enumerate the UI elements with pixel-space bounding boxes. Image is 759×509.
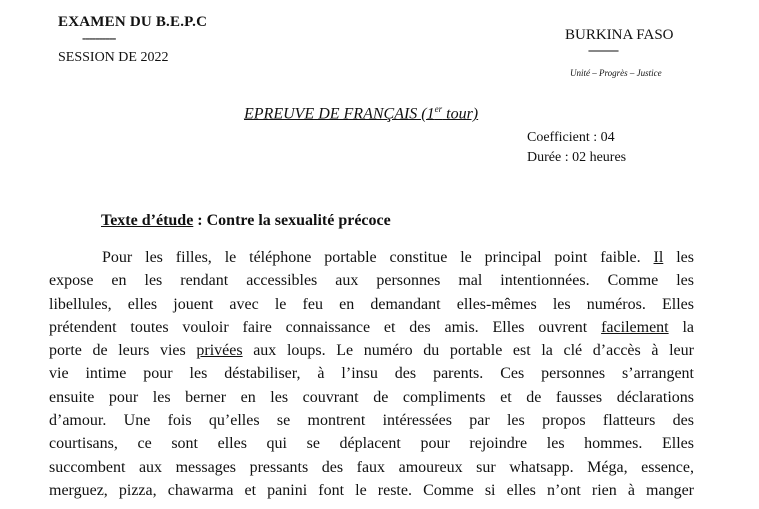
text-fragment: la (668, 318, 695, 336)
text-fragment: porte de leurs vies (49, 342, 197, 360)
text-fragment: aux loups. Le numéro du portable est la clé d’accès à leur (242, 342, 694, 360)
text-fragment: prétendent toutes vouloir faire connaissance et des amis. Elles ouvrent (49, 318, 602, 336)
national-motto: Unité – Progrès – Justice (570, 68, 662, 78)
text-line (49, 246, 694, 269)
exam-name: EXAMEN DU B.E.P.C (58, 14, 208, 30)
exam-title-superscript: er (434, 104, 443, 114)
text-heading (101, 212, 391, 230)
country-name: BURKINA FASO (565, 27, 674, 43)
underlined-word: facilement (601, 318, 669, 336)
text-line: d’amour. Une fois qu’elles se montrent intéressées par les propos flatteurs des (49, 412, 694, 430)
underlined-word: Il (653, 249, 664, 266)
text-line: courtisans, ce sont elles qui se déplacent pour rejoindre les hommes. Elles (49, 435, 694, 453)
text-line (49, 339, 694, 362)
text-line: ensuite pour les berner en les couvrant de compliments et de fausses déclarations (49, 388, 694, 406)
exam-title (244, 104, 478, 123)
study-text (49, 246, 694, 502)
header-right-separator: ---------- (588, 43, 618, 57)
underlined-word: privées (196, 342, 243, 360)
exam-title-main: EPREUVE DE FRANÇAIS (1 (244, 105, 435, 123)
header-left-separator: ---------- (82, 30, 116, 45)
exam-title-end: tour) (442, 105, 479, 123)
text-line: succombent aux messages pressants des faux amoureux sur whatsapp. Méga, essence, (49, 458, 694, 476)
text-heading-label: Texte d’étude (101, 212, 194, 229)
session-label: SESSION DE 2022 (58, 50, 169, 65)
text-line: vie intime pour les déstabiliser, à l’insu des parents. Ces personnes s’arrangent (49, 365, 694, 383)
text-fragment: les (663, 249, 694, 266)
text-line: merguez, pizza, chawarma et panini font le reste. Comme si elles n’ont rien à manger (49, 481, 694, 499)
text-fragment: Pour les filles, le téléphone portable constitue le principal point faible. (102, 249, 654, 266)
text-line (49, 316, 694, 339)
text-heading-title: : Contre la sexualité précoce (193, 212, 391, 229)
coefficient: Coefficient : 04 (527, 130, 615, 145)
text-line: libellules, elles jouent avec le feu en demandant elles-mêmes les numéros. Elles (49, 295, 694, 313)
text-line: expose en les rendant accessibles aux personnes mal intentionnées. Comme les (49, 272, 694, 290)
duration: Durée : 02 heures (527, 150, 627, 165)
